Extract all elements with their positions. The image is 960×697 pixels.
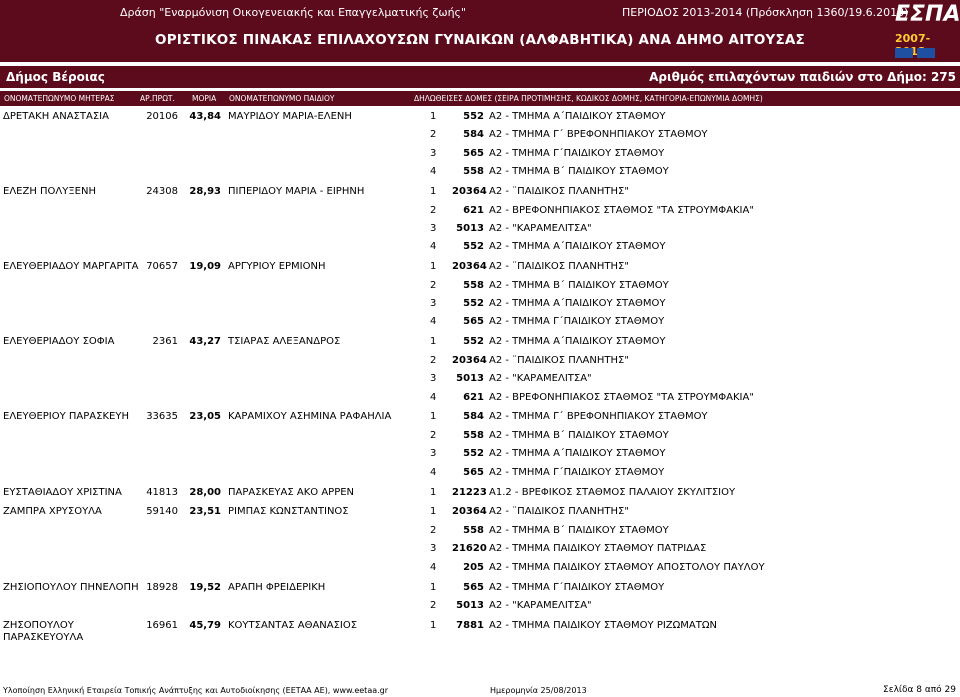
protocol-number: 16961 — [146, 619, 178, 631]
table-row — [0, 617, 960, 643]
structure-description: Α2 - ¨ΠΑΙΔΙΚΟΣ ΠΛΑΝΗΤΗΣ" — [489, 261, 629, 273]
children-count: Αριθμός επιλαχόντων παιδιών στο Δήμο: 275 — [649, 70, 956, 84]
preference-order: 2 — [430, 599, 437, 611]
preference-order: 3 — [430, 298, 437, 309]
structure-code: 20364 — [452, 506, 487, 518]
mother-name: ΖΗΣΙΟΠΟΥΛΟΥ ΠΗΝΕΛΟΠΗ — [3, 581, 139, 593]
child-name: ΠΑΡΑΣΚΕΥΑΣ ΑΚΟ ΑΡΡΕΝ — [228, 486, 355, 498]
structure-code: 205 — [463, 561, 484, 573]
structure-description: Α2 - ΤΜΗΜΑ Γ΄ΠΑΙΔΙΚΟΥ ΣΤΑΘΜΟΥ — [489, 316, 665, 328]
top-banner — [0, 0, 960, 62]
table-row — [0, 503, 960, 521]
structure-code: 565 — [463, 316, 484, 328]
preference-order: 2 — [430, 279, 437, 291]
structure-code: 621 — [463, 204, 484, 216]
mother-name: ΔΡΕΤΑΚΗ ΑΝΑΣΤΑΣΙΑ — [3, 111, 109, 122]
table-row — [0, 295, 960, 313]
table-row — [0, 313, 960, 331]
structure-description: Α2 - ΤΜΗΜΑ Α΄ΠΑΙΔΙΚΟΥ ΣΤΑΘΜΟΥ — [489, 448, 666, 460]
structure-description: Α2 - ΤΜΗΜΑ ΠΑΙΔΙΚΟΥ ΣΤΑΘΜΟΥ ΠΑΤΡΙΔΑΣ — [489, 543, 707, 555]
structure-code: 20364 — [452, 354, 487, 366]
structure-description: Α2 - ¨ΠΑΙΔΙΚΟΣ ΠΛΑΝΗΤΗΣ" — [489, 506, 629, 518]
table-row — [0, 163, 960, 181]
espa-logo — [893, 2, 959, 60]
points: 19,52 — [189, 581, 221, 593]
structure-code: 21223 — [452, 486, 487, 498]
protocol-number: 20106 — [146, 111, 178, 122]
structure-description: Α2 - "ΚΑΡΑΜΕΛΙΤΣΑ" — [489, 222, 592, 234]
preference-order: 3 — [430, 448, 437, 460]
period-label: ΠΕΡΙΟΔΟΣ 2013-2014 (Πρόσκληση 1360/19.6.2013) — [622, 6, 909, 19]
table-row — [0, 540, 960, 558]
structure-description: Α2 - ΤΜΗΜΑ Α΄ΠΑΙΔΙΚΟΥ ΣΤΑΘΜΟΥ — [489, 241, 666, 253]
structure-description: Α2 - ΤΜΗΜΑ Α΄ΠΑΙΔΙΚΟΥ ΣΤΑΘΜΟΥ — [489, 336, 666, 348]
structure-code: 21620 — [452, 543, 487, 555]
table-row — [0, 333, 960, 351]
preference-order: 1 — [430, 336, 437, 348]
protocol-number: 59140 — [146, 506, 178, 518]
municipality-bar — [0, 66, 960, 88]
preference-order: 4 — [430, 561, 437, 573]
preference-order: 1 — [430, 261, 437, 273]
structure-description: Α2 - ΤΜΗΜΑ ΠΑΙΔΙΚΟΥ ΣΤΑΘΜΟΥ ΡΙΖΩΜΑΤΩΝ — [489, 619, 717, 631]
table-row — [0, 370, 960, 388]
preference-order: 2 — [430, 129, 437, 141]
preference-order: 4 — [430, 391, 437, 403]
structure-description: Α2 - ΒΡΕΦΟΝΗΠΙΑΚΟΣ ΣΤΑΘΜΟΣ "ΤΑ ΣΤΡΟΥΜΦΑΚΙΑ" — [489, 391, 754, 403]
points: 28,00 — [189, 486, 221, 498]
preference-order: 1 — [430, 506, 437, 518]
structure-code: 552 — [463, 241, 484, 253]
child-name: ΚΟΥΤΣΑΝΤΑΣ ΑΘΑΝΑΣΙΟΣ — [228, 619, 358, 631]
structure-code: 558 — [463, 429, 484, 441]
protocol-number: 2361 — [152, 336, 178, 348]
structure-code: 552 — [463, 336, 484, 348]
table-row — [0, 220, 960, 238]
col-moria: ΜΟΡΙΑ — [192, 94, 217, 103]
structure-description: Α2 - ΤΜΗΜΑ Α΄ΠΑΙΔΙΚΟΥ ΣΤΑΘΜΟΥ — [489, 111, 666, 122]
table-row — [0, 484, 960, 502]
mother-name: ΕΛΕΥΘΕΡΙΑΔΟΥ ΣΟΦΙΑ — [3, 336, 115, 348]
points: 23,05 — [189, 411, 221, 423]
preference-order: 3 — [430, 543, 437, 555]
structure-description: Α2 - ΤΜΗΜΑ Γ΄ΠΑΙΔΙΚΟΥ ΣΤΑΘΜΟΥ — [489, 147, 665, 159]
page-title: ΟΡΙΣΤΙΚΟΣ ΠΙΝΑΚΑΣ ΕΠΙΛΑΧΟΥΣΩΝ ΓΥΝΑΙΚΩΝ (ΑΛΦΑΒΗΤΙΚΑ) ΑΝΑ ΔΗΜΟ ΑΙΤΟΥΣΑΣ — [155, 32, 805, 48]
child-name: ΑΡΑΠΗ ΦΡΕΙΔΕΡΙΚΗ — [228, 581, 326, 593]
structure-description: Α2 - ΤΜΗΜΑ ΠΑΙΔΙΚΟΥ ΣΤΑΘΜΟΥ ΑΠΟΣΤΟΛΟΥ ΠΑΥΛΟΥ — [489, 561, 765, 573]
child-name: ΜΑΥΡΙΔΟΥ ΜΑΡΙΑ-ΕΛΕΝΗ — [228, 111, 352, 122]
table-row — [0, 258, 960, 276]
structure-description: Α2 - ΤΜΗΜΑ Γ΄ ΒΡΕΦΟΝΗΠΙΑΚΟΥ ΣΤΑΘΜΟΥ — [489, 129, 708, 141]
preference-order: 1 — [430, 486, 437, 498]
table-row — [0, 108, 960, 126]
structure-code: 5013 — [456, 599, 484, 611]
preference-order: 3 — [430, 373, 437, 385]
preference-order: 3 — [430, 222, 437, 234]
structure-description: Α2 - ΤΜΗΜΑ Β΄ ΠΑΙΔΙΚΟΥ ΣΤΑΘΜΟΥ — [489, 429, 669, 441]
protocol-number: 18928 — [146, 581, 178, 593]
table-row — [0, 277, 960, 295]
structure-code: 7881 — [456, 619, 484, 631]
structure-code: 5013 — [456, 222, 484, 234]
points: 23,51 — [189, 506, 221, 518]
structure-code: 584 — [463, 129, 484, 141]
preference-order: 1 — [430, 186, 437, 198]
structure-description: Α2 - ΤΜΗΜΑ Γ΄ ΒΡΕΦΟΝΗΠΙΑΚΟΥ ΣΤΑΘΜΟΥ — [489, 411, 708, 423]
structure-description: Α2 - ΤΜΗΜΑ Β΄ ΠΑΙΔΙΚΟΥ ΣΤΑΘΜΟΥ — [489, 279, 669, 291]
mother-name: ΕΛΕΥΘΕΡΙΑΔΟΥ ΜΑΡΓΑΡΙΤΑ — [3, 261, 139, 273]
footer — [0, 676, 960, 697]
column-header-row — [0, 91, 960, 106]
mother-name: ΕΛΕΖΗ ΠΟΛΥΞΕΝΗ — [3, 186, 97, 198]
table-row — [0, 238, 960, 256]
structure-code: 558 — [463, 279, 484, 291]
structure-code: 552 — [463, 448, 484, 460]
table-row — [0, 202, 960, 220]
table-row — [0, 389, 960, 407]
structure-code: 558 — [463, 166, 484, 178]
preference-order: 2 — [430, 354, 437, 366]
footer-credit: Υλοποίηση Ελληνική Εταιρεία Τοπικής Ανάπτυξης και Αυτοδιοίκησης (ΕΕΤΑΑ ΑΕ), www.eetaa.gr — [3, 686, 389, 695]
child-name: ΤΣΙΑΡΑΣ ΑΛΕΞΑΝΔΡΟΣ — [228, 336, 341, 348]
structure-description: Α2 - ΒΡΕΦΟΝΗΠΙΑΚΟΣ ΣΤΑΘΜΟΣ "ΤΑ ΣΤΡΟΥΜΦΑΚΙΑ" — [489, 204, 754, 216]
footer-date: Ημερομηνία 25/08/2013 — [490, 686, 587, 695]
mother-name: ΕΛΕΥΘΕΡΙΟΥ ΠΑΡΑΣΚΕΥΗ — [3, 411, 129, 423]
table-row — [0, 579, 960, 597]
structure-description: Α2 - ΤΜΗΜΑ Α΄ΠΑΙΔΙΚΟΥ ΣΤΑΘΜΟΥ — [489, 298, 666, 309]
preference-order: 2 — [430, 524, 437, 536]
mother-name: ΖΗΣΟΠΟΥΛΟΥ ΠΑΡΑΣΚΕΥΟΥΛΑ — [3, 619, 84, 643]
col-structures: ΔΗΛΩΘΕΙΣΕΣ ΔΟΜΕΣ (ΣΕΙΡΑ ΠΡΟΤΙΜΗΣΗΣ, ΚΩΔΙΚΟΣ ΔΟΜΗΣ, ΚΑΤΗΓΟΡΙΑ-ΕΠΩΝΥΜΙΑ ΔΟΜΗΣ) — [414, 94, 763, 103]
structure-code: 558 — [463, 524, 484, 536]
structure-code: 565 — [463, 466, 484, 478]
table-row — [0, 427, 960, 445]
structure-description: Α2 - ¨ΠΑΙΔΙΚΟΣ ΠΛΑΝΗΤΗΣ" — [489, 354, 629, 366]
col-child: ΟΝΟΜΑΤΕΠΩΝΥΜΟ ΠΑΙΔΙΟΥ — [229, 94, 335, 103]
structure-code: 20364 — [452, 261, 487, 273]
child-name: ΠΙΠΕΡΙΔΟΥ ΜΑΡΙΑ - ΕΙΡΗΝΗ — [228, 186, 365, 198]
structure-description: Α2 - ΤΜΗΜΑ Β΄ ΠΑΙΔΙΚΟΥ ΣΤΑΘΜΟΥ — [489, 166, 669, 178]
table-row — [0, 464, 960, 482]
preference-order: 1 — [430, 581, 437, 593]
structure-code: 20364 — [452, 186, 487, 198]
points: 43,27 — [189, 336, 221, 348]
preference-order: 3 — [430, 147, 437, 159]
table-row — [0, 126, 960, 144]
child-name: ΚΑΡΑΜΙΧΟΥ ΑΣΗΜΙΝΑ ΡΑΦΑΗΛΙΑ — [228, 411, 392, 423]
table-row — [0, 559, 960, 577]
child-name: ΡΙΜΠΑΣ ΚΩΝΣΤΑΝΤΙΝΟΣ — [228, 506, 349, 518]
table-row — [0, 522, 960, 540]
structure-code: 552 — [463, 298, 484, 309]
table-row — [0, 445, 960, 463]
protocol-number: 41813 — [146, 486, 178, 498]
protocol-number: 24308 — [146, 186, 178, 198]
mother-name: ΕΥΣΤΑΘΙΑΔΟΥ ΧΡΙΣΤΙΝΑ — [3, 486, 122, 498]
table-row — [0, 597, 960, 615]
structure-description: Α2 - ΤΜΗΜΑ Β΄ ΠΑΙΔΙΚΟΥ ΣΤΑΘΜΟΥ — [489, 524, 669, 536]
points: 19,09 — [189, 261, 221, 273]
action-subtitle: Δράση "Εναρμόνιση Οικογενειακής και Επαγγελματικής ζωής" — [120, 6, 467, 19]
mother-name: ΖΑΜΠΡΑ ΧΡΥΣΟΥΛΑ — [3, 506, 102, 518]
preference-order: 2 — [430, 204, 437, 216]
espa-logo-years: 2007- 013 — [895, 32, 931, 58]
protocol-number: 70657 — [146, 261, 178, 273]
structure-code: 565 — [463, 147, 484, 159]
greek-flag-icon — [917, 48, 935, 58]
col-ar: ΑΡ.ΠΡΩΤ. — [140, 94, 175, 103]
preference-order: 1 — [430, 619, 437, 631]
preference-order: 1 — [430, 111, 437, 122]
points: 28,93 — [189, 186, 221, 198]
structure-description: Α1.2 - ΒΡΕΦΙΚΟΣ ΣΤΑΘΜΟΣ ΠΑΛΑΙΟΥ ΣΚΥΛΙΤΣΙΟΥ — [489, 486, 736, 498]
protocol-number: 33635 — [146, 411, 178, 423]
structure-description: Α2 - ΤΜΗΜΑ Γ΄ΠΑΙΔΙΚΟΥ ΣΤΑΘΜΟΥ — [489, 466, 665, 478]
preference-order: 2 — [430, 429, 437, 441]
preference-order: 4 — [430, 466, 437, 478]
structure-description: Α2 - "ΚΑΡΑΜΕΛΙΤΣΑ" — [489, 599, 592, 611]
preference-order: 4 — [430, 316, 437, 328]
table-row — [0, 183, 960, 201]
points: 45,79 — [189, 619, 221, 631]
footer-page: Σελίδα 8 από 29 — [883, 685, 956, 695]
points: 43,84 — [189, 111, 221, 122]
structure-description: Α2 - ΤΜΗΜΑ Γ΄ΠΑΙΔΙΚΟΥ ΣΤΑΘΜΟΥ — [489, 581, 665, 593]
child-name: ΑΡΓΥΡΙΟΥ ΕΡΜΙΟΝΗ — [228, 261, 326, 273]
table-row — [0, 408, 960, 426]
structure-description: Α2 - "ΚΑΡΑΜΕΛΙΤΣΑ" — [489, 373, 592, 385]
structure-code: 621 — [463, 391, 484, 403]
table-row — [0, 145, 960, 163]
structure-code: 565 — [463, 581, 484, 593]
preference-order: 4 — [430, 166, 437, 178]
structure-code: 584 — [463, 411, 484, 423]
structure-description: Α2 - ¨ΠΑΙΔΙΚΟΣ ΠΛΑΝΗΤΗΣ" — [489, 186, 629, 198]
espa-logo-text: ΕΣΠΑ — [895, 2, 960, 27]
preference-order: 1 — [430, 411, 437, 423]
structure-code: 552 — [463, 111, 484, 122]
municipality-name: Δήμος Βέροιας — [6, 70, 105, 84]
table-row — [0, 352, 960, 370]
preference-order: 4 — [430, 241, 437, 253]
col-mother: ΟΝΟΜΑΤΕΠΩΝΥΜΟ ΜΗΤΕΡΑΣ — [4, 94, 115, 103]
eu-flag-icon — [895, 48, 913, 58]
structure-code: 5013 — [456, 373, 484, 385]
